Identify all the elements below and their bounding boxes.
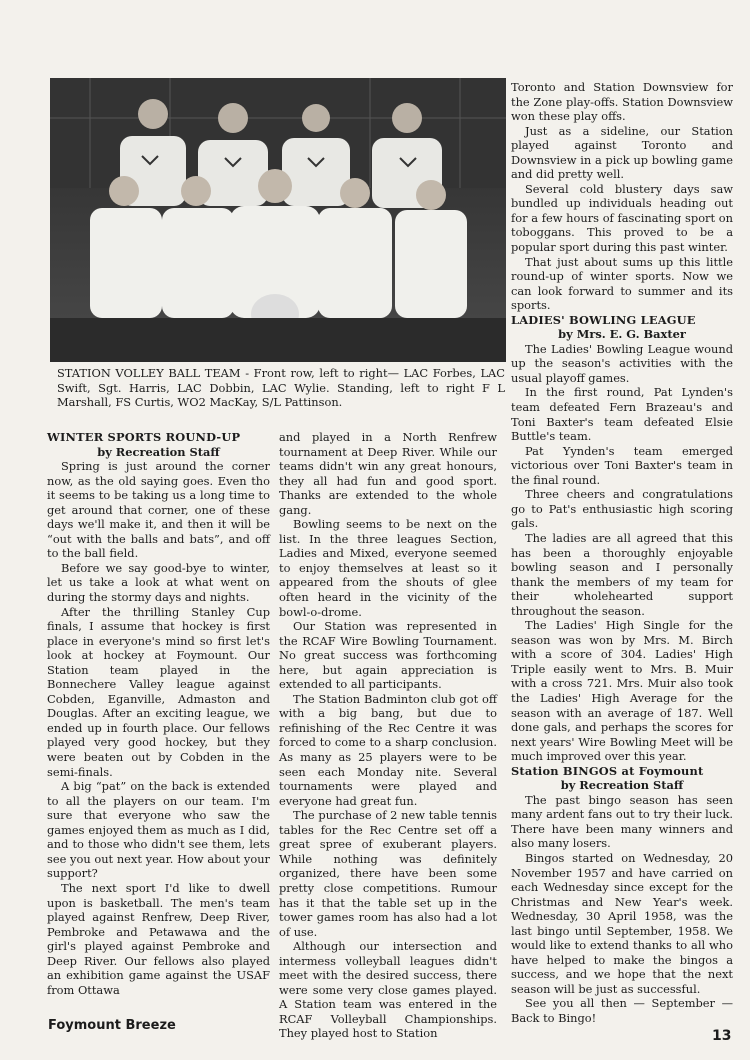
bowling-byline: by Mrs. E. G. Baxter [558,327,686,342]
winter-paragraph: Several cold blustery days saw bundled up individuals heading out for a few hours of fascinating sport on toboggans. This proved to be a popular sport during this past winter. [511,181,733,255]
winter-paragraph: That just about sums up this little round-up of winter sports. Now we can look forward to summer and its sports. [511,254,733,313]
team-photo-image [50,78,506,362]
winter-paragraph: Although our intersection and intermess volleyball leagues didn't meet with the desired success, there were some very close games played. A Station team was entered in the RCAF Volleyball Championships. They played host to Station [279,939,497,1041]
photo-caption: STATION VOLLEY BALL TEAM - Front row, left to right— LAC Forbes, LAC Swift, Sgt. Harris, LAC Dobbin, LAC Wylie. Standing, left to right F L Marshall, FS Curtis, WO2 MacKay, S/L Pattinson. [57,366,505,409]
winter-paragraph: The Station Badminton club got off with a big bang, but due to refinishing of the Rec Centre it was forced to come to a sharp conclusion. As many as 25 players were to be seen each Monday nite. Several tournaments were played and everyone had great fun. [279,691,497,808]
bowling-paragraph: The Ladies' High Single for the season was won by Mrs. M. Birch with a score of 304. Ladies' High Triple easily went to Mrs. B. Muir with a cross 721. Mrs. Muir also took the Ladies' High Average for the season with an average of 187. Well done gals, and perhaps the scores for next years' Wire Bowling Meet will be much improved over this year. [511,618,733,764]
publication-footer: Foymount Breeze [48,1018,176,1033]
winter-title: WINTER SPORTS ROUND-UP [47,430,241,444]
bingo-paragraph: Bingos started on Wednesday, 20 November 1957 and have carried on each Wednesday since except for the Christmas and New Year's week. Wednesday, 30 April 1958, was the last bingo until September, 1958. We would like to extend thanks to all who have helped to make the bingos a success, and we hope that the next season will be just as successful. [511,850,733,996]
column-2 [279,430,497,1041]
winter-paragraph: Bowling seems to be next on the list. In the three leagues Section, Ladies and Mixed, everyone seemed to enjoy themselves at least so it appeared from the shouts of glee often heard in the vicinity of the bowl-o-drome. [279,517,497,619]
winter-paragraph-continued: and played in a North Renfrew tournament at Deep River. While our teams didn't win any great honours, they all had fun and good sport. Thanks are extended to the whole gang. [279,430,497,517]
bingo-paragraph: The past bingo season has seen many ardent fans out to try their luck. There have been many winners and also many losers. [511,792,733,851]
bowling-title: LADIES' BOWLING LEAGUE [511,312,696,327]
column-3 [511,80,733,1026]
winter-paragraph: Our Station was represented in the RCAF Wire Bowling Tournament. No great success was forthcoming here, but again appreciation is extended to all participants. [279,619,497,692]
bowling-paragraph: The Ladies' Bowling League wound up the season's activities with the usual playoff games. [511,341,733,385]
bingo-title: Station BINGOS at Foymount [511,763,704,778]
column-1 [47,430,270,997]
winter-paragraph-continued: Toronto and Station Downsview for the Zone play-offs. Station Downsview won these play offs. [511,80,733,124]
winter-byline: by Recreation Staff [97,444,220,459]
winter-paragraph: A big “pat” on the back is extended to all the players on our team. I'm sure that everyone who saw the games enjoyed them as much as I did, and to those who didn't see them, lets see you out next year. How about your support? [47,779,270,881]
team-photo [50,78,506,362]
winter-paragraph: Just as a sideline, our Station played against Toronto and Downsview in a pick up bowling game and did pretty well. [511,123,733,182]
bowling-paragraph: The ladies are all agreed that this has been a thoroughly enjoyable bowling season and I personally thank the members of my team for their wholehearted support throughout the season. [511,530,733,618]
winter-paragraph: After the thrilling Stanley Cup finals, I assume that hockey is first place in everyone's mind so first let's look at hockey at Foymount. Our Station team played in the Bonnechere Valley league against Cobden, Eganville, Admaston and Douglas. After an exciting league, we ended up in fourth place. Our fellows played very good hockey, but they were beaten out by Cobden in the semi-finals. [47,604,270,779]
winter-paragraph: The next sport I'd like to dwell upon is basketball. The men's team played against Renfrew, Deep River, Pembroke and Petawawa and the girl's played against Pembroke and Deep River. Our fellows also played an exhibition game against the USAF from Ottawa [47,880,270,997]
winter-paragraph: Before we say good-bye to winter, let us take a look at what went on during the stormy days and nights. [47,560,270,605]
page-number: 13 [712,1028,732,1044]
bingo-byline: by Recreation Staff [560,778,684,793]
bingo-paragraph: See you all then — September — Back to Bingo! [511,996,733,1025]
winter-paragraph: The purchase of 2 new table tennis tables for the Rec Centre set off a great spree of exuberant players. While nothing was definitely organized, there have been some pretty close competitions. Rumour has it that the table set up in the tower games room has also had a lot of use. [279,808,497,939]
bowling-paragraph: In the first round, Pat Lynden's team defeated Fern Brazeau's and Toni Baxter's team defeated Elsie Buttle's team. [511,385,733,444]
bowling-paragraph: Three cheers and congratulations go to Pat's enthusiastic high scoring gals. [511,487,733,531]
winter-paragraph: Spring is just around the corner now, as the old saying goes. Even tho it seems to be taking us a long time to get around that corner, one of these days we'll make it, and then it will be “out with the balls and bats”, and off to the ball field. [47,459,270,561]
bowling-paragraph: Pat Yynden's team emerged victorious over Toni Baxter's team in the final round. [511,443,733,487]
